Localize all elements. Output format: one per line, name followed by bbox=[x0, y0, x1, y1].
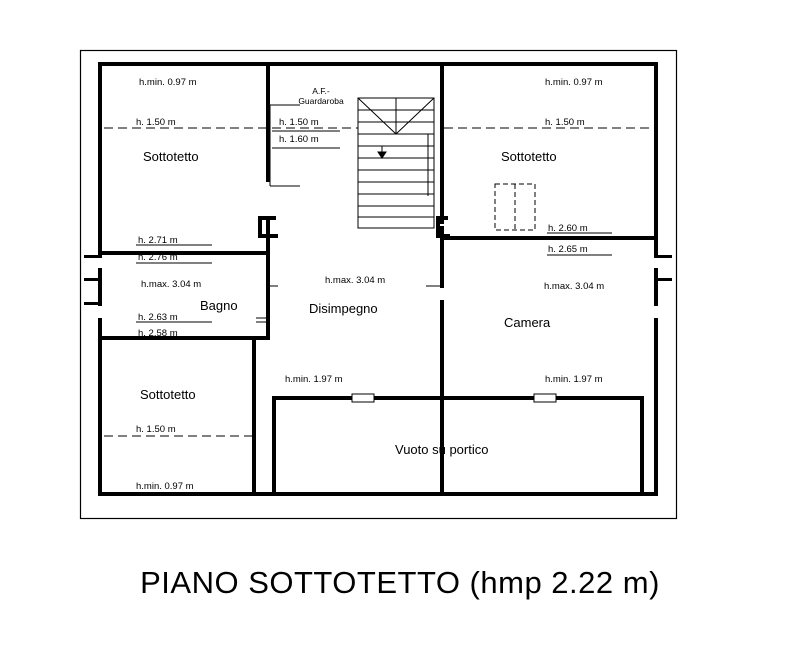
room-label: Disimpegno bbox=[309, 301, 378, 316]
closet-label-line1: A.F.- bbox=[312, 86, 330, 96]
dimension-label: h. 1.50 m bbox=[545, 117, 585, 128]
room-label: Sottotetto bbox=[140, 387, 196, 402]
dimension-label: h.max. 3.04 m bbox=[325, 275, 386, 286]
dimension-label: h.min. 1.97 m bbox=[285, 374, 343, 385]
dimension-label: h.max. 3.04 m bbox=[544, 281, 605, 292]
dimension-label: h. 2.60 m bbox=[548, 223, 588, 234]
dimension-label: h. 2.76 m bbox=[138, 252, 178, 263]
room-label: Sottotetto bbox=[501, 149, 557, 164]
closet-label bbox=[288, 86, 354, 106]
room-label: Vuoto su portico bbox=[395, 442, 489, 457]
dimension-label: h. 1.50 m bbox=[136, 117, 176, 128]
dimension-label: h. 1.50 m bbox=[279, 117, 319, 128]
room-label: Camera bbox=[504, 315, 551, 330]
dimension-label: h. 1.50 m bbox=[136, 424, 176, 435]
dimension-label: h. 2.58 m bbox=[138, 328, 178, 339]
closet-label-line2: Guardaroba bbox=[298, 96, 344, 106]
dimension-label: h.min. 0.97 m bbox=[545, 77, 603, 88]
room-label: Sottotetto bbox=[143, 149, 199, 164]
room-label: Bagno bbox=[200, 298, 238, 313]
dimension-label: h.min. 1.97 m bbox=[545, 374, 603, 385]
dimension-label: h. 2.71 m bbox=[138, 235, 178, 246]
dimension-label: h.max. 3.04 m bbox=[141, 279, 202, 290]
dimension-label: h. 2.63 m bbox=[138, 312, 178, 323]
dimension-label: h. 2.65 m bbox=[548, 244, 588, 255]
page-title: PIANO SOTTOTETTO (hmp 2.22 m) bbox=[140, 565, 660, 600]
dimension-label: h.min. 0.97 m bbox=[136, 481, 194, 492]
dimension-label: h.min. 0.97 m bbox=[139, 77, 197, 88]
dimension-label: h. 1.60 m bbox=[279, 134, 319, 145]
